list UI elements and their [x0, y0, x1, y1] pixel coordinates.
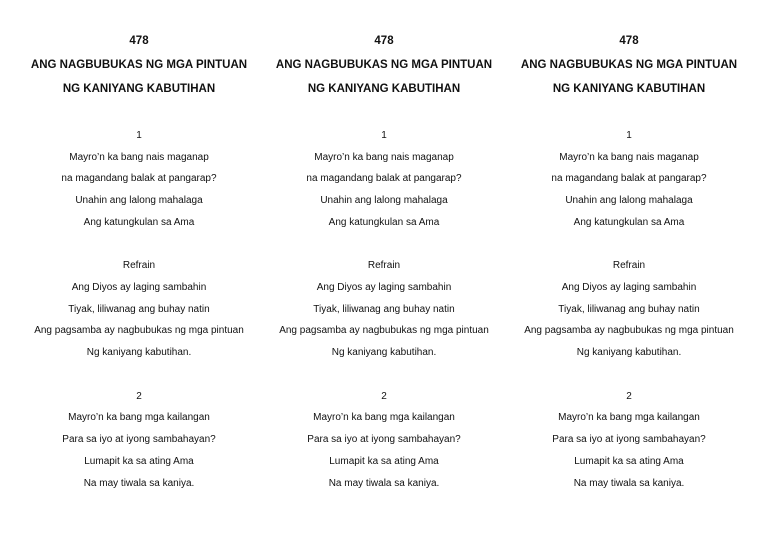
refrain-line: Ang pagsamba ay nagbubukas ng mga pintuan: [524, 325, 734, 336]
verse-2-line: Na may tiwala sa kaniya.: [83, 478, 195, 489]
verse-1-line: na magandang balak at pangarap?: [61, 173, 217, 184]
refrain-label: Refrain: [612, 260, 646, 271]
song-title-line-2: NG KANIYANG KABUTIHAN: [307, 83, 461, 95]
verse-2-line: Para sa iyo at iyong sambahayan?: [552, 434, 706, 445]
refrain-line: Ang Diyos ay laging sambahin: [316, 282, 452, 293]
refrain-line: Tiyak, liliwanag ang buhay natin: [68, 304, 210, 315]
song-number: 478: [374, 35, 394, 47]
verse-1-line: Mayro’n ka bang nais maganap: [559, 152, 699, 163]
song-number: 478: [619, 35, 639, 47]
verse-2-line: Lumapit ka sa ating Ama: [84, 456, 194, 467]
verse-2-label: 2: [136, 391, 142, 402]
verse-1-label: 1: [136, 130, 142, 141]
verse-2-label: 2: [381, 391, 387, 402]
refrain-line: Ang Diyos ay laging sambahin: [71, 282, 207, 293]
verse-2-line: Na may tiwala sa kaniya.: [573, 478, 685, 489]
verse-2-label: 2: [626, 391, 632, 402]
refrain-label: Refrain: [122, 260, 156, 271]
refrain-line: Ng kaniyang kabutihan.: [331, 347, 437, 358]
song-number: 478: [129, 35, 149, 47]
verse-1-line: Unahin ang lalong mahalaga: [565, 195, 693, 206]
verse-2-line: Para sa iyo at iyong sambahayan?: [307, 434, 461, 445]
verse-1-line: Mayro’n ka bang nais maganap: [314, 152, 454, 163]
verse-1-line: na magandang balak at pangarap?: [306, 173, 462, 184]
verse-2-line: Na may tiwala sa kaniya.: [328, 478, 440, 489]
verse-1-line: Unahin ang lalong mahalaga: [75, 195, 203, 206]
verse-1-label: 1: [626, 130, 632, 141]
refrain-line: Ng kaniyang kabutihan.: [86, 347, 192, 358]
refrain-line: Ng kaniyang kabutihan.: [576, 347, 682, 358]
verse-1-line: Ang katungkulan sa Ama: [328, 217, 440, 228]
song-title-line-1: ANG NAGBUBUKAS NG MGA PINTUAN: [520, 59, 738, 71]
verse-1-line: Mayro’n ka bang nais maganap: [69, 152, 209, 163]
verse-1-line: Ang katungkulan sa Ama: [83, 217, 195, 228]
refrain-line: Tiyak, liliwanag ang buhay natin: [558, 304, 700, 315]
verse-2-line: Mayro’n ka bang mga kailangan: [313, 412, 455, 423]
song-title-line-2: NG KANIYANG KABUTIHAN: [62, 83, 216, 95]
song-column-3: [501, 0, 757, 543]
song-column-2: [256, 0, 512, 543]
refrain-line: Ang pagsamba ay nagbubukas ng mga pintuan: [34, 325, 244, 336]
verse-2-line: Mayro’n ka bang mga kailangan: [558, 412, 700, 423]
verse-2-line: Para sa iyo at iyong sambahayan?: [62, 434, 216, 445]
song-title-line-1: ANG NAGBUBUKAS NG MGA PINTUAN: [30, 59, 248, 71]
verse-2-line: Lumapit ka sa ating Ama: [329, 456, 439, 467]
song-column-1: [11, 0, 267, 543]
refrain-label: Refrain: [367, 260, 401, 271]
song-title-line-1: ANG NAGBUBUKAS NG MGA PINTUAN: [275, 59, 493, 71]
verse-1-line: Ang katungkulan sa Ama: [573, 217, 685, 228]
verse-1-line: na magandang balak at pangarap?: [551, 173, 707, 184]
verse-1-label: 1: [381, 130, 387, 141]
verse-1-line: Unahin ang lalong mahalaga: [320, 195, 448, 206]
song-title-line-2: NG KANIYANG KABUTIHAN: [552, 83, 706, 95]
verse-2-line: Lumapit ka sa ating Ama: [574, 456, 684, 467]
verse-2-line: Mayro’n ka bang mga kailangan: [68, 412, 210, 423]
refrain-line: Ang Diyos ay laging sambahin: [561, 282, 697, 293]
refrain-line: Tiyak, liliwanag ang buhay natin: [313, 304, 455, 315]
refrain-line: Ang pagsamba ay nagbubukas ng mga pintuan: [279, 325, 489, 336]
